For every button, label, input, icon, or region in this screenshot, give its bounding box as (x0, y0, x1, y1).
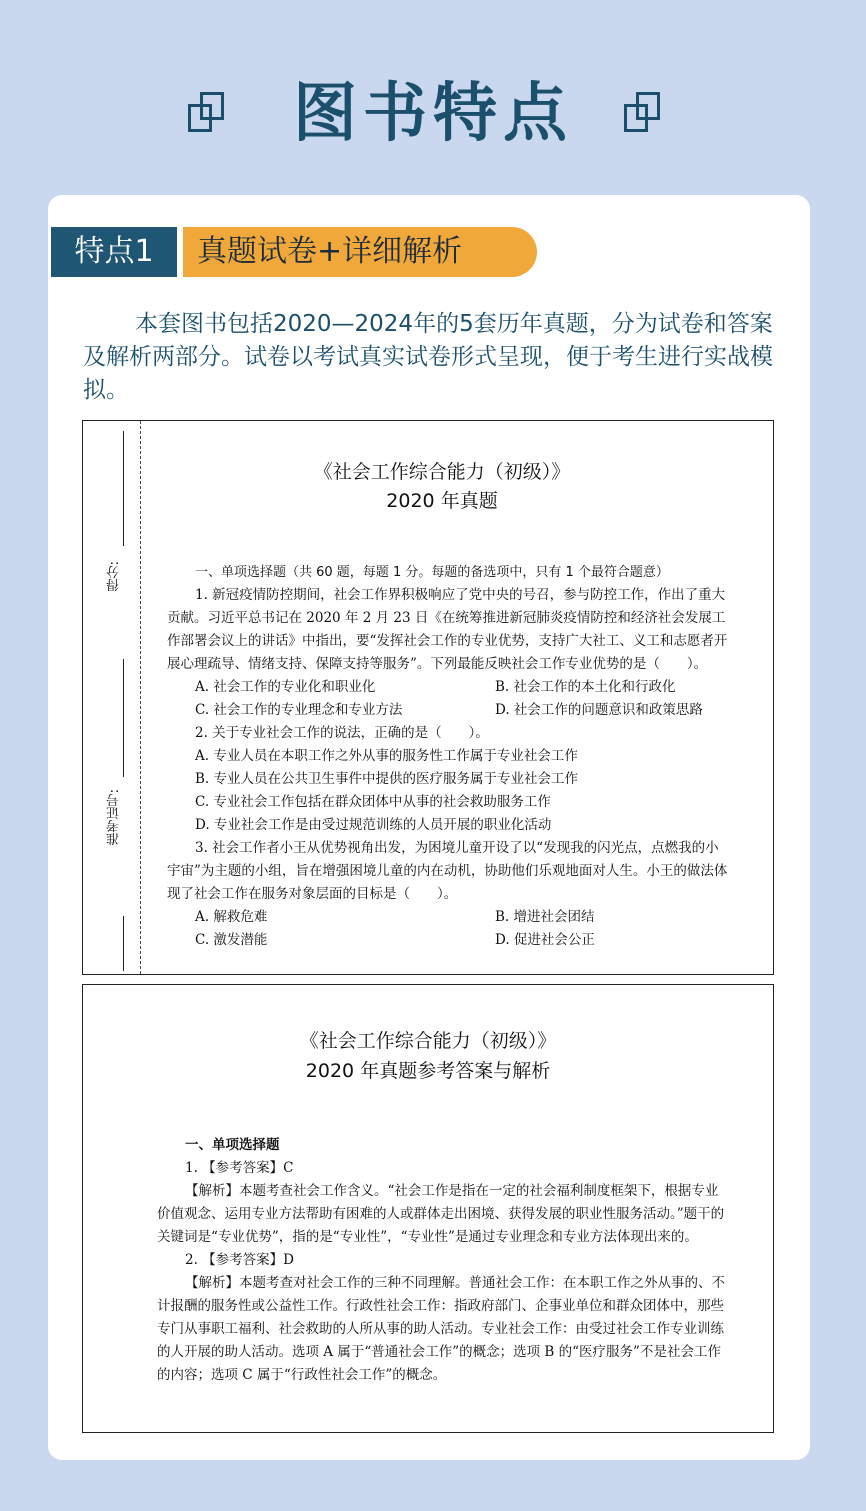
section-heading: 一、单项选择题 (185, 1137, 280, 1153)
option-b: B. 增进社会团结 (495, 909, 595, 925)
answer-paper-preview (82, 984, 774, 1433)
answer-2: 2. 【参考答案】D (185, 1252, 294, 1268)
question-3-options (167, 906, 732, 929)
feature-description: 本套图书包括2020—2024年的5套历年真题，分为试卷和答案及解析两部分。试卷以考试真实试卷形式呈现，便于考生进行实战模拟。 (83, 311, 773, 403)
exam-title: 《社会工作综合能力（初级）》 (313, 461, 571, 483)
option-b: B. 专业人员在公共卫生事件中提供的医疗服务属于专业社会工作 (195, 771, 579, 787)
option-d: D. 社会工作的问题意识和政策思路 (495, 702, 703, 718)
exam-paper-preview (82, 420, 774, 975)
exam-body (167, 561, 732, 952)
answer-title: 《社会工作综合能力（初级）》 (299, 1030, 557, 1052)
option-d: D. 促进社会公正 (495, 932, 595, 948)
score-label: 得分: (107, 561, 122, 592)
feature-title-tag: 真题试卷+详细解析 (183, 227, 537, 277)
answer-body (157, 1134, 727, 1387)
analysis-1: 【解析】本题考查社会工作含义。“社会工作是指在一定的社会福利制度框架下，根据专业价值观念、运用专业方法帮助有困难的人或群体走出困境、获得发展的职业性服务活动。”题干的关键词是“专业优势”，指的是“专业性”，“专业性”是通过专业理念和专业方法体现出来的。 (157, 1183, 725, 1245)
feature-tag-row (51, 227, 651, 277)
square-deco-icon-right (624, 92, 660, 136)
option-a: A. 社会工作的专业化和职业化 (195, 679, 376, 695)
margin-line (123, 916, 124, 971)
question-1: 1. 新冠疫情防控期间，社会工作界积极响应了党中央的号召，参与防控工作，作出了重大贡献。习近平总书记在 2020 年 2 月 23 日《在统筹推进新冠肺炎疫情防控和经济社会发展工作部署会议上的讲话》中指出，要“发挥社会工作的专业优势，支持广大社工、义工和志愿者开展心理疏导、情绪支持、保障支持等服务”。下列最能反映社会工作专业优势的是（ ）。 (167, 587, 728, 672)
page-title: 图书特点 (293, 76, 573, 151)
option-c: C. 社会工作的专业理念和专业方法 (195, 702, 403, 718)
question-3: 3. 社会工作者小王从优势视角出发，为困境儿童开设了以“发现我的闪光点，点燃我的小宇宙”为主题的小组，旨在增强困境儿童的内在动机，协助他们乐观地面对人生。小王的做法体现了社会工作在服务对象层面的目标是（ ）。 (167, 840, 728, 902)
option-b: B. 社会工作的本土化和行政化 (495, 679, 676, 695)
question-1-options (167, 676, 732, 699)
option-c: C. 激发潜能 (195, 932, 268, 948)
ticket-number-label: 准考证号: (107, 789, 122, 846)
feature-number-tag: 特点1 (51, 227, 177, 277)
option-a: A. 专业人员在本职工作之外从事的服务性工作属于专业社会工作 (195, 748, 578, 764)
question-2: 2. 关于专业社会工作的说法，正确的是（ ）。 (195, 725, 489, 741)
section-heading: 一、单项选择题（共 60 题，每题 1 分。每题的备选项中，只有 1 个最符合题意） (195, 565, 669, 580)
answer-subtitle: 2020 年真题参考答案与解析 (305, 1060, 551, 1082)
option-c: C. 专业社会工作包括在群众团体中从事的社会救助服务工作 (195, 794, 551, 810)
question-1-options (167, 699, 732, 722)
option-d: D. 专业社会工作是由受过规范训练的人员开展的职业化活动 (195, 817, 552, 833)
exam-subtitle: 2020 年真题 (386, 490, 498, 512)
header (0, 0, 866, 190)
analysis-2: 【解析】本题考查对社会工作的三种不同理解。普通社会工作：在本职工作之外从事的、不计报酬的服务性或公益性工作。行政性社会工作：指政府部门、企事业单位和群众团体中，那些专门从事职工福利、社会救助的人所从事的助人活动。专业社会工作：由受过社会工作专业训练的人开展的助人活动。选项 A 属于“普通社会工作”的概念；选项 B 的“医疗服务”不是社会工作的内容；选项 C 属于“行政性社会工作”的概念。 (157, 1275, 725, 1383)
question-3-options (167, 929, 732, 952)
answer-1: 1. 【参考答案】C (185, 1160, 294, 1176)
feature-card (48, 195, 810, 1460)
margin-line (123, 659, 124, 777)
option-a: A. 解救危难 (195, 909, 268, 925)
